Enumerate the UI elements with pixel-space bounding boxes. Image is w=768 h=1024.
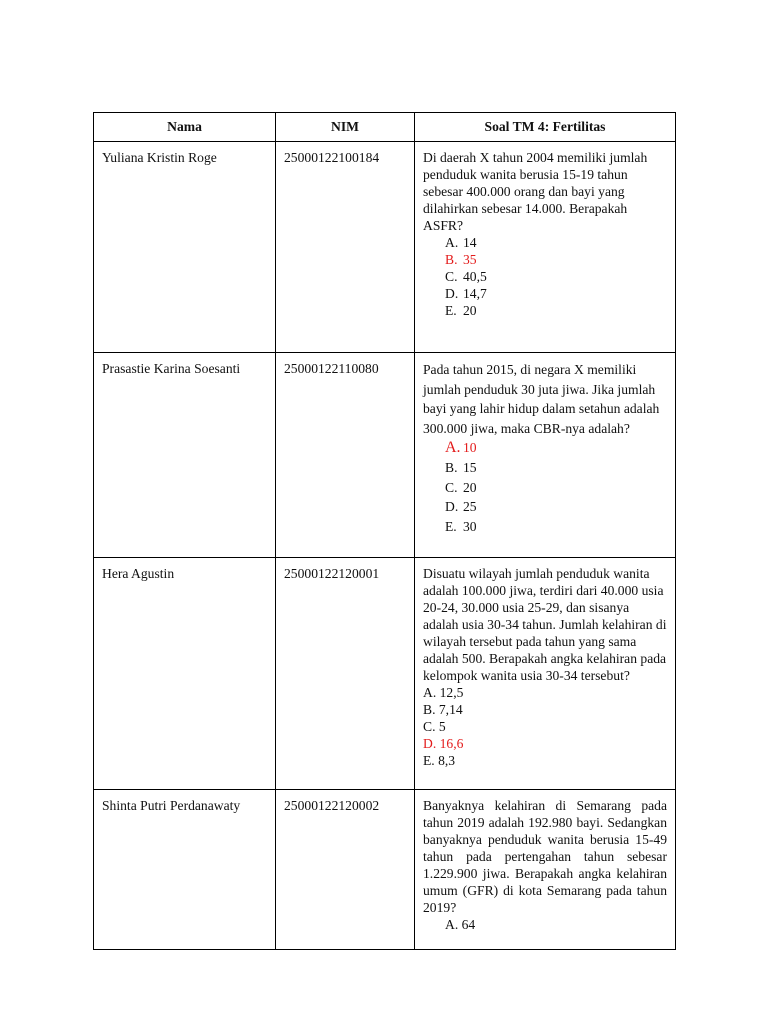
student-name: Hera Agustin <box>102 566 175 581</box>
options-list <box>423 438 667 537</box>
option-b-correct: B. 35 <box>445 252 477 267</box>
table-row <box>94 353 676 558</box>
header-name: Nama <box>94 113 276 142</box>
question-text: Disuatu wilayah jumlah penduduk wanita adalah 100.000 jiwa, terdiri dari 40.000 usia 20-24, 30.000 usia 25-29, dan sisanya adalah usia 30-34 tahun. Jumlah kelahiran di wilayah tersebut pada tahun yang sama adalah 500. Berapakah angka kelahiran pada kelompok wanita usia 30-34 tersebut? <box>423 566 667 683</box>
student-nim: 25000122120001 <box>284 566 380 581</box>
student-nim: 25000122120002 <box>284 798 380 813</box>
option-d: D. 25 <box>445 499 477 515</box>
header-question: Soal TM 4: Fertilitas <box>415 113 676 142</box>
option-a: A. 14 <box>445 235 477 250</box>
option-a: A. 64 <box>445 917 476 932</box>
student-nim: 25000122100184 <box>284 150 380 165</box>
option-e: E. 8,3 <box>423 753 456 768</box>
question-text: Banyaknya kelahiran di Semarang pada tahun 2019 adalah 192.980 bayi. Sedangkan banyaknya penduduk wanita berusia 15-49 tahun pada pertengahan tahun sebesar 1.229.900 jiwa. Berapakah angka kelahiran umum (GFR) di kota Semarang pada tahun 2019? <box>423 798 667 915</box>
questions-table <box>93 112 676 950</box>
option-d-correct: D. 16,6 <box>423 736 464 751</box>
table-row <box>94 790 676 950</box>
option-b: B. 7,14 <box>423 702 463 717</box>
question-text: Di daerah X tahun 2004 memiliki jumlah penduduk wanita berusia 15-19 tahun sebesar 400.000 orang dan bayi yang dilahirkan sebesar 14.000. Berapakah ASFR? <box>423 150 648 233</box>
student-name: Shinta Putri Perdanawaty <box>102 798 241 813</box>
options-list <box>423 916 667 933</box>
header-row <box>94 113 676 142</box>
option-c: C. 5 <box>423 719 446 734</box>
option-e: E. 30 <box>445 519 477 535</box>
option-d: D. 14,7 <box>445 286 487 301</box>
student-nim: 25000122110080 <box>284 361 379 376</box>
student-name: Prasastie Karina Soesanti <box>102 361 241 376</box>
table-row <box>94 558 676 790</box>
header-nim: NIM <box>276 113 415 142</box>
option-b: B. 15 <box>445 459 477 475</box>
option-c: C. 40,5 <box>445 269 487 284</box>
option-a-correct: A. 10 <box>445 439 477 456</box>
options-list <box>423 684 667 769</box>
option-c: C. 20 <box>445 479 477 495</box>
option-a: A. 12,5 <box>423 685 464 700</box>
option-e: E. 20 <box>445 303 477 318</box>
question-text: Pada tahun 2015, di negara X memiliki jumlah penduduk 30 juta jiwa. Jika jumlah bayi yang lahir hidup dalam setahun adalah 300.000 jiwa, maka CBR-nya adalah? <box>423 362 660 436</box>
table-row <box>94 142 676 353</box>
options-list <box>423 234 667 319</box>
student-name: Yuliana Kristin Roge <box>102 150 217 165</box>
